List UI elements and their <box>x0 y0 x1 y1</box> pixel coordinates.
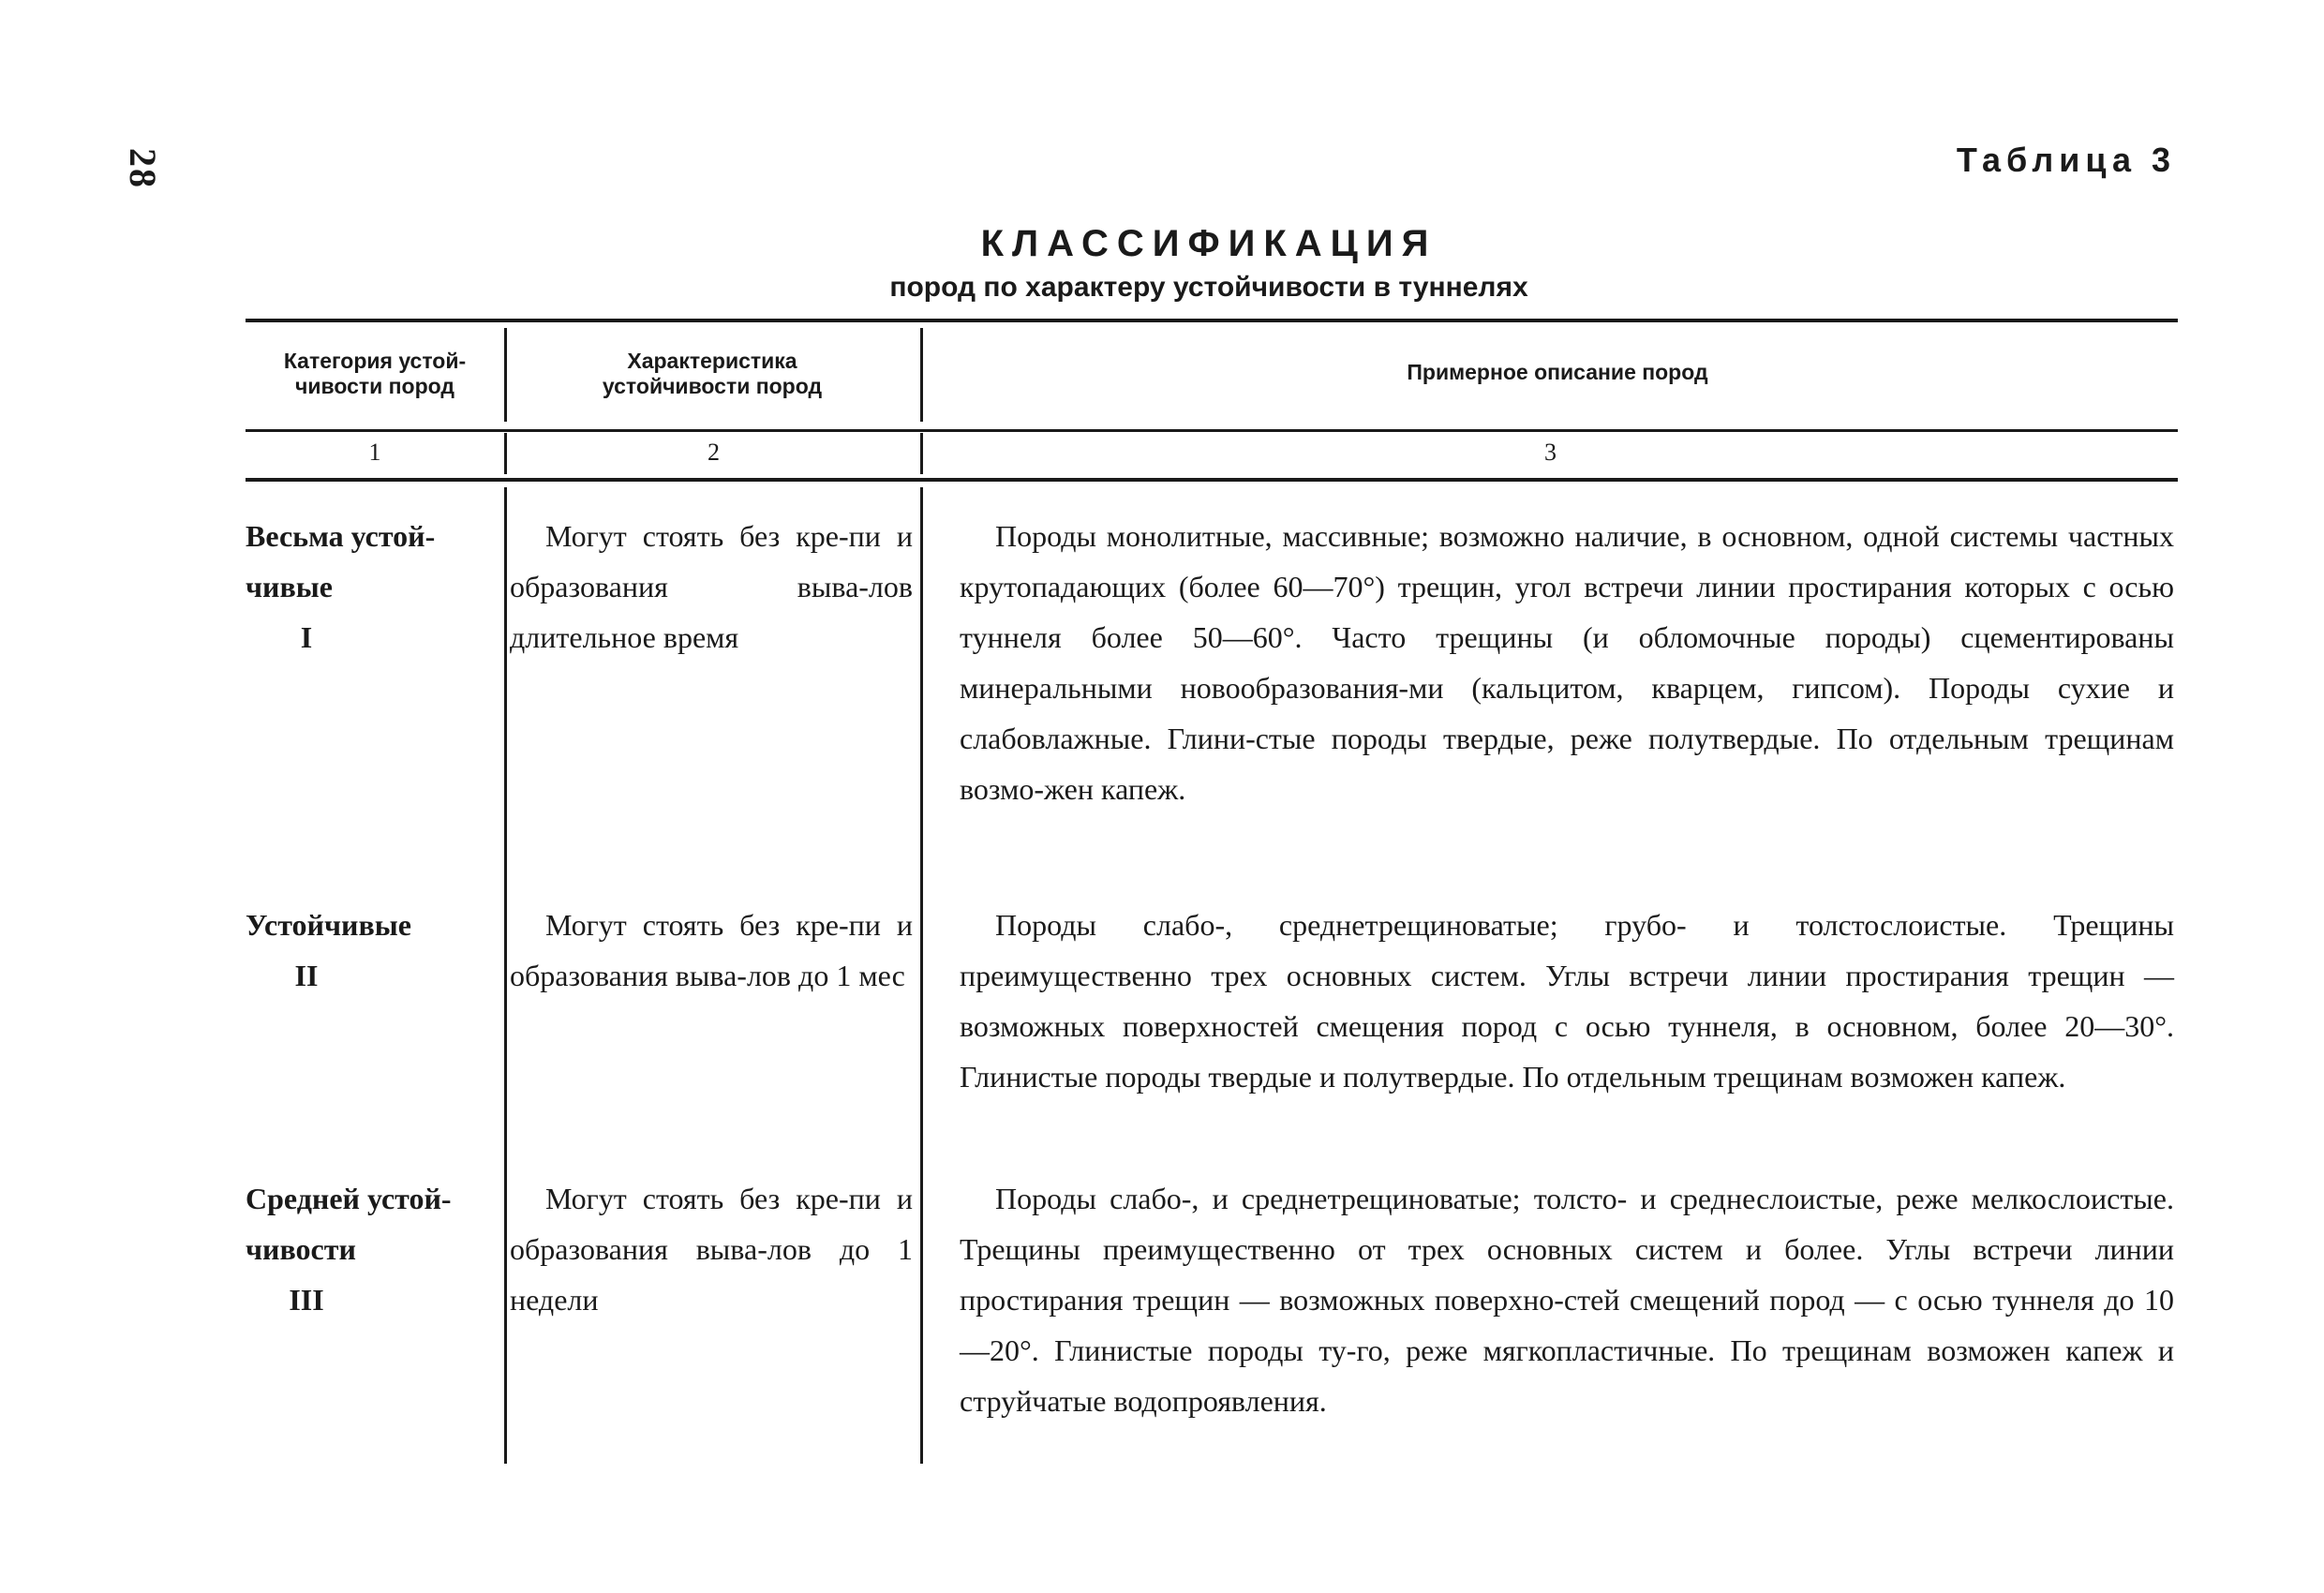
category-roman-numeral: II <box>294 959 319 992</box>
description-cell: Породы монолитные, массивные; возможно наличие, в основном, одной системы частных крутопадающих (более 60—70°) трещин, угол встречи линии простирания которых с осью туннеля более 50—60°. Часто трещины (и обломочные породы) сцементированы минеральными новообразования-ми (кальцитом, кварцем, гипсом). Породы сухие и слабовлажные. Глини-стые породы твердые, реже полутвердые. По отдельным трещинам возмо-жен капеж. <box>960 519 2174 806</box>
characteristic-cell: Могут стоять без кре-пи и образования выва-лов длительное время <box>510 519 913 654</box>
top-rule <box>246 319 2178 322</box>
characteristic-cell: Могут стоять без кре-пи и образования выва-лов до 1 недели <box>510 1182 913 1317</box>
characteristic-cell: Могут стоять без кре-пи и образования выва-лов до 1 мес <box>510 908 913 992</box>
column-divider-1-body <box>504 487 507 1464</box>
table-title: КЛАССИФИКАЦИЯ <box>980 223 1438 264</box>
column-divider-2-body <box>920 487 923 1464</box>
category-roman-numeral: III <box>289 1283 324 1317</box>
header-description: Примерное описание пород <box>1407 360 1708 384</box>
category-roman-numeral: I <box>300 620 313 654</box>
table-subtitle: пород по характеру устойчивости в туннелях <box>889 272 1528 303</box>
page-number: 28 <box>122 148 164 189</box>
column-number-1: 1 <box>368 439 381 466</box>
category-cell <box>246 900 499 1001</box>
column-number-rule <box>246 478 2178 482</box>
column-divider-1 <box>504 328 507 422</box>
column-number-3: 3 <box>1544 439 1557 466</box>
header-category: Категория устой-чивости пород <box>283 349 467 398</box>
category-cell <box>246 1173 499 1325</box>
description-cell: Породы слабо-, и среднетрещиноватые; толсто- и среднеслоистые, реже мелкослоистые. Трещины преимущественно от трех основных систем и более. Углы встречи линии простирания трещин — возможных поверхно-стей смещений пород — с осью туннеля до 10—20°. Глинистые породы ту-го, реже мягкопластичные. По трещинам возможен капеж и струйчатые водопроявления. <box>960 1182 2174 1418</box>
header-bottom-rule <box>246 429 2178 432</box>
column-number-2: 2 <box>708 439 720 466</box>
column-divider-2 <box>920 328 923 422</box>
category-name: Средней устой-чивости <box>246 1182 452 1266</box>
table-label: Таблица 3 <box>1956 141 2176 179</box>
description-cell: Породы слабо-, среднетрещиноватые; грубо- и толстослоистые. Трещины преимущественно трех основных систем. Углы встречи линии простирания трещин — возможных поверхностей смещения пород с осью туннеля, в основном, более 20—30°. Глинистые породы твердые и полутвердые. По отдельным трещинам возможен капеж. <box>960 908 2174 1094</box>
category-cell <box>246 511 499 663</box>
category-name: Весьма устой-чивые <box>246 519 436 603</box>
category-name: Устойчивые <box>246 908 411 942</box>
header-characteristic: Характеристика устойчивости пород <box>602 349 823 398</box>
